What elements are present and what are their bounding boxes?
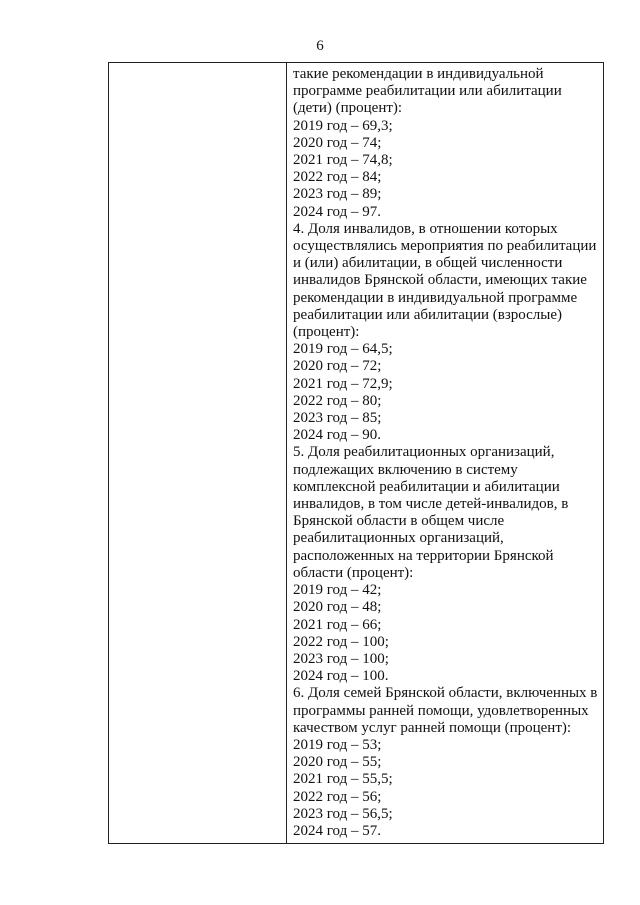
text-line: 2020 год – 55; [293, 754, 382, 771]
text-line: подлежащих включению в систему [293, 461, 518, 478]
text-line: такие рекомендации в индивидуальной [293, 66, 544, 82]
table-cell-indicators [287, 63, 603, 843]
text-line: 2021 год – 72,9; [293, 375, 393, 392]
text-line: 2021 год – 74,8; [293, 152, 393, 169]
text-line: 4. Доля инвалидов, в отношении которых [293, 220, 558, 237]
text-line: реабилитации или абилитации (взрослые) [293, 306, 562, 323]
text-line: 2022 год – 56; [293, 788, 382, 805]
text-line: расположенных на территории Брянской [293, 547, 554, 564]
text-line: 2019 год – 64,5; [293, 341, 393, 358]
document-table [108, 62, 604, 844]
text-line: (процент): [293, 324, 360, 341]
text-line: 2021 год – 66; [293, 616, 382, 633]
text-line: 2020 год – 74; [293, 134, 382, 151]
text-line: 2024 год – 90. [293, 427, 381, 444]
text-line: комплексной реабилитации и абилитации [293, 478, 560, 495]
text-line: 2022 год – 100; [293, 633, 389, 650]
text-line: 2021 год – 55,5; [293, 771, 393, 788]
text-line: (дети) (процент): [293, 100, 403, 117]
text-line: 2019 год – 69,3; [293, 117, 393, 134]
page-number: 6 [316, 38, 324, 54]
text-line: программы ранней помощи, удовлетворенных [293, 702, 589, 719]
text-line: области (процент): [293, 564, 414, 581]
text-line: инвалидов, в том числе детей-инвалидов, в [293, 496, 569, 513]
text-line: 2022 год – 84; [293, 169, 382, 186]
text-line: 2020 год – 48; [293, 599, 382, 616]
text-line: и (или) абилитации, в общей численности [293, 255, 563, 272]
text-line: 2019 год – 42; [293, 582, 382, 599]
text-line: осуществлялись мероприятия по реабилитации [293, 238, 597, 255]
text-line: реабилитационных организаций, [293, 530, 504, 547]
text-line: программе реабилитации или абилитации [293, 83, 562, 100]
text-line: 2019 год – 53; [293, 736, 382, 753]
text-line: рекомендации в индивидуальной программе [293, 289, 578, 306]
text-line: 5. Доля реабилитационных организаций, [293, 444, 555, 461]
text-line: 2023 год – 85; [293, 410, 382, 427]
text-line: 2024 год – 100. [293, 668, 389, 685]
text-line: Брянской области в общем числе [293, 513, 505, 530]
text-line: 2023 год – 100; [293, 650, 389, 667]
text-line: качеством услуг ранней помощи (процент): [293, 719, 572, 736]
text-line: 2020 год – 72; [293, 358, 382, 375]
text-line: 2022 год – 80; [293, 392, 382, 409]
text-line: 2023 год – 56,5; [293, 805, 393, 822]
text-line: 6. Доля семей Брянской области, включенных в [293, 685, 598, 702]
text-line: инвалидов Брянской области, имеющих такие [293, 272, 587, 289]
text-line: 2024 год – 57. [293, 822, 381, 839]
table-cell-left-empty [109, 63, 287, 843]
text-line: 2023 год – 89; [293, 186, 382, 203]
text-line: 2024 год – 97. [293, 203, 381, 220]
